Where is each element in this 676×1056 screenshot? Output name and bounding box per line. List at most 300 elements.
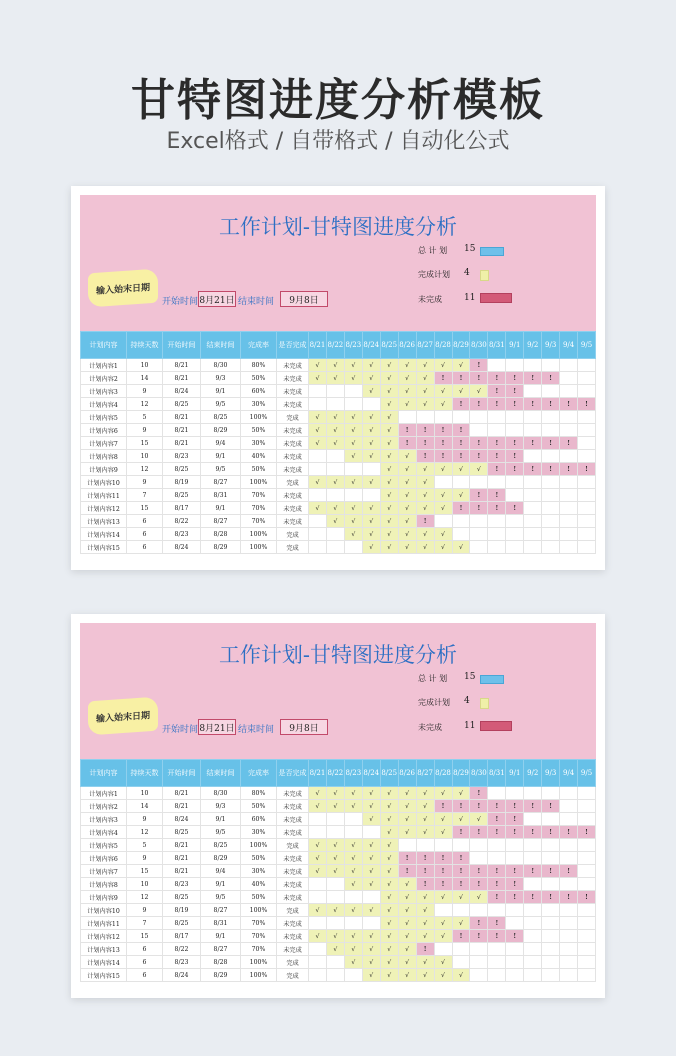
gantt-done-cell[interactable]: √ bbox=[362, 787, 380, 800]
gantt-empty-cell[interactable] bbox=[560, 359, 578, 372]
gantt-late-cell[interactable]: ! bbox=[398, 424, 416, 437]
gantt-empty-cell[interactable] bbox=[542, 541, 560, 554]
cell-days[interactable]: 12 bbox=[127, 398, 163, 411]
gantt-done-cell[interactable]: √ bbox=[326, 476, 344, 489]
gantt-empty-cell[interactable] bbox=[578, 878, 596, 891]
gantt-empty-cell[interactable] bbox=[506, 787, 524, 800]
gantt-late-cell[interactable]: ! bbox=[578, 463, 596, 476]
gantt-done-cell[interactable]: √ bbox=[398, 385, 416, 398]
cell-status[interactable]: 未完成 bbox=[277, 826, 309, 839]
gantt-empty-cell[interactable] bbox=[488, 943, 506, 956]
gantt-empty-cell[interactable] bbox=[560, 489, 578, 502]
gantt-empty-cell[interactable] bbox=[524, 930, 542, 943]
cell-end[interactable]: 8/27 bbox=[201, 943, 241, 956]
gantt-empty-cell[interactable] bbox=[560, 969, 578, 982]
gantt-empty-cell[interactable] bbox=[542, 943, 560, 956]
gantt-late-cell[interactable]: ! bbox=[470, 502, 488, 515]
gantt-empty-cell[interactable] bbox=[344, 826, 362, 839]
cell-days[interactable]: 9 bbox=[127, 424, 163, 437]
gantt-late-cell[interactable]: ! bbox=[560, 891, 578, 904]
cell-days[interactable]: 6 bbox=[127, 956, 163, 969]
gantt-done-cell[interactable]: √ bbox=[434, 398, 452, 411]
gantt-done-cell[interactable]: √ bbox=[326, 359, 344, 372]
cell-name[interactable]: 计划内容9 bbox=[81, 891, 127, 904]
table-row[interactable] bbox=[81, 813, 596, 826]
gantt-done-cell[interactable]: √ bbox=[344, 424, 362, 437]
gantt-empty-cell[interactable] bbox=[578, 541, 596, 554]
cell-days[interactable]: 6 bbox=[127, 528, 163, 541]
cell-rate[interactable]: 100% bbox=[241, 956, 277, 969]
gantt-done-cell[interactable]: √ bbox=[362, 528, 380, 541]
cell-rate[interactable]: 50% bbox=[241, 463, 277, 476]
gantt-late-cell[interactable]: ! bbox=[542, 463, 560, 476]
gantt-late-cell[interactable]: ! bbox=[560, 398, 578, 411]
gantt-late-cell[interactable]: ! bbox=[470, 398, 488, 411]
cell-start[interactable]: 8/21 bbox=[163, 359, 201, 372]
gantt-done-cell[interactable]: √ bbox=[398, 956, 416, 969]
cell-rate[interactable]: 40% bbox=[241, 878, 277, 891]
gantt-done-cell[interactable]: √ bbox=[398, 398, 416, 411]
gantt-done-cell[interactable]: √ bbox=[434, 956, 452, 969]
cell-rate[interactable]: 30% bbox=[241, 826, 277, 839]
cell-days[interactable]: 14 bbox=[127, 372, 163, 385]
gantt-empty-cell[interactable] bbox=[542, 813, 560, 826]
cell-status[interactable]: 未完成 bbox=[277, 359, 309, 372]
gantt-done-cell[interactable]: √ bbox=[380, 463, 398, 476]
gantt-done-cell[interactable]: √ bbox=[416, 476, 434, 489]
cell-status[interactable]: 未完成 bbox=[277, 943, 309, 956]
gantt-empty-cell[interactable] bbox=[524, 839, 542, 852]
gantt-empty-cell[interactable] bbox=[309, 956, 327, 969]
gantt-done-cell[interactable]: √ bbox=[344, 528, 362, 541]
cell-name[interactable]: 计划内容12 bbox=[81, 930, 127, 943]
gantt-done-cell[interactable]: √ bbox=[416, 956, 434, 969]
gantt-done-cell[interactable]: √ bbox=[309, 476, 327, 489]
gantt-empty-cell[interactable] bbox=[560, 878, 578, 891]
gantt-empty-cell[interactable] bbox=[578, 865, 596, 878]
gantt-done-cell[interactable]: √ bbox=[326, 865, 344, 878]
gantt-empty-cell[interactable] bbox=[542, 502, 560, 515]
cell-end[interactable]: 8/29 bbox=[201, 424, 241, 437]
cell-name[interactable]: 计划内容10 bbox=[81, 476, 127, 489]
gantt-empty-cell[interactable] bbox=[434, 411, 452, 424]
gantt-done-cell[interactable]: √ bbox=[380, 502, 398, 515]
gantt-done-cell[interactable]: √ bbox=[380, 878, 398, 891]
gantt-empty-cell[interactable] bbox=[488, 956, 506, 969]
gantt-empty-cell[interactable] bbox=[578, 515, 596, 528]
gantt-empty-cell[interactable] bbox=[326, 878, 344, 891]
gantt-done-cell[interactable]: √ bbox=[380, 437, 398, 450]
gantt-done-cell[interactable]: √ bbox=[309, 800, 327, 813]
gantt-empty-cell[interactable] bbox=[309, 398, 327, 411]
gantt-done-cell[interactable]: √ bbox=[344, 372, 362, 385]
gantt-late-cell[interactable]: ! bbox=[470, 917, 488, 930]
cell-start[interactable]: 8/23 bbox=[163, 450, 201, 463]
gantt-done-cell[interactable]: √ bbox=[398, 476, 416, 489]
cell-name[interactable]: 计划内容5 bbox=[81, 411, 127, 424]
cell-end[interactable]: 8/29 bbox=[201, 541, 241, 554]
gantt-done-cell[interactable]: √ bbox=[434, 930, 452, 943]
gantt-done-cell[interactable]: √ bbox=[326, 424, 344, 437]
cell-name[interactable]: 计划内容4 bbox=[81, 826, 127, 839]
gantt-done-cell[interactable]: √ bbox=[362, 943, 380, 956]
gantt-empty-cell[interactable] bbox=[452, 839, 470, 852]
gantt-empty-cell[interactable] bbox=[309, 385, 327, 398]
start-date-field[interactable]: 8月21日 bbox=[198, 291, 236, 307]
gantt-done-cell[interactable]: √ bbox=[380, 541, 398, 554]
gantt-empty-cell[interactable] bbox=[578, 385, 596, 398]
cell-status[interactable]: 未完成 bbox=[277, 372, 309, 385]
gantt-empty-cell[interactable] bbox=[524, 917, 542, 930]
gantt-done-cell[interactable]: √ bbox=[362, 852, 380, 865]
start-date-field[interactable]: 8月21日 bbox=[198, 719, 236, 735]
gantt-done-cell[interactable]: √ bbox=[434, 787, 452, 800]
gantt-empty-cell[interactable] bbox=[309, 891, 327, 904]
gantt-done-cell[interactable]: √ bbox=[380, 411, 398, 424]
cell-name[interactable]: 计划内容14 bbox=[81, 528, 127, 541]
gantt-empty-cell[interactable] bbox=[560, 839, 578, 852]
gantt-empty-cell[interactable] bbox=[542, 839, 560, 852]
gantt-empty-cell[interactable] bbox=[344, 398, 362, 411]
gantt-late-cell[interactable]: ! bbox=[434, 424, 452, 437]
gantt-done-cell[interactable]: √ bbox=[362, 930, 380, 943]
cell-start[interactable]: 8/21 bbox=[163, 800, 201, 813]
gantt-done-cell[interactable]: √ bbox=[344, 839, 362, 852]
table-row[interactable] bbox=[81, 502, 596, 515]
gantt-empty-cell[interactable] bbox=[506, 969, 524, 982]
gantt-done-cell[interactable]: √ bbox=[416, 385, 434, 398]
gantt-empty-cell[interactable] bbox=[560, 787, 578, 800]
gantt-empty-cell[interactable] bbox=[488, 904, 506, 917]
gantt-empty-cell[interactable] bbox=[560, 372, 578, 385]
cell-status[interactable]: 未完成 bbox=[277, 424, 309, 437]
gantt-empty-cell[interactable] bbox=[470, 839, 488, 852]
cell-days[interactable]: 6 bbox=[127, 969, 163, 982]
gantt-done-cell[interactable]: √ bbox=[416, 502, 434, 515]
cell-name[interactable]: 计划内容7 bbox=[81, 437, 127, 450]
gantt-empty-cell[interactable] bbox=[578, 411, 596, 424]
gantt-empty-cell[interactable] bbox=[506, 476, 524, 489]
gantt-empty-cell[interactable] bbox=[326, 969, 344, 982]
gantt-done-cell[interactable]: √ bbox=[452, 541, 470, 554]
gantt-done-cell[interactable]: √ bbox=[398, 787, 416, 800]
table-row[interactable] bbox=[81, 398, 596, 411]
gantt-empty-cell[interactable] bbox=[362, 463, 380, 476]
gantt-late-cell[interactable]: ! bbox=[524, 800, 542, 813]
gantt-done-cell[interactable]: √ bbox=[452, 463, 470, 476]
gantt-empty-cell[interactable] bbox=[488, 476, 506, 489]
cell-days[interactable]: 10 bbox=[127, 787, 163, 800]
gantt-done-cell[interactable]: √ bbox=[326, 372, 344, 385]
cell-end[interactable]: 9/1 bbox=[201, 450, 241, 463]
gantt-empty-cell[interactable] bbox=[560, 943, 578, 956]
gantt-empty-cell[interactable] bbox=[326, 956, 344, 969]
gantt-late-cell[interactable]: ! bbox=[470, 372, 488, 385]
gantt-done-cell[interactable]: √ bbox=[416, 904, 434, 917]
gantt-done-cell[interactable]: √ bbox=[416, 917, 434, 930]
gantt-empty-cell[interactable] bbox=[560, 502, 578, 515]
table-row[interactable] bbox=[81, 385, 596, 398]
gantt-done-cell[interactable]: √ bbox=[362, 541, 380, 554]
table-row[interactable] bbox=[81, 787, 596, 800]
gantt-empty-cell[interactable] bbox=[416, 411, 434, 424]
gantt-late-cell[interactable]: ! bbox=[506, 450, 524, 463]
gantt-empty-cell[interactable] bbox=[578, 852, 596, 865]
gantt-empty-cell[interactable] bbox=[470, 411, 488, 424]
gantt-done-cell[interactable]: √ bbox=[344, 450, 362, 463]
cell-status[interactable]: 未完成 bbox=[277, 489, 309, 502]
gantt-empty-cell[interactable] bbox=[488, 515, 506, 528]
gantt-done-cell[interactable]: √ bbox=[398, 502, 416, 515]
gantt-empty-cell[interactable] bbox=[560, 813, 578, 826]
gantt-done-cell[interactable]: √ bbox=[380, 398, 398, 411]
cell-status[interactable]: 未完成 bbox=[277, 917, 309, 930]
gantt-empty-cell[interactable] bbox=[470, 969, 488, 982]
gantt-done-cell[interactable]: √ bbox=[380, 826, 398, 839]
cell-status[interactable]: 未完成 bbox=[277, 800, 309, 813]
gantt-done-cell[interactable]: √ bbox=[380, 359, 398, 372]
cell-start[interactable]: 8/21 bbox=[163, 372, 201, 385]
gantt-empty-cell[interactable] bbox=[362, 891, 380, 904]
gantt-empty-cell[interactable] bbox=[309, 528, 327, 541]
cell-rate[interactable]: 70% bbox=[241, 515, 277, 528]
gantt-empty-cell[interactable] bbox=[362, 917, 380, 930]
cell-rate[interactable]: 100% bbox=[241, 528, 277, 541]
cell-end[interactable]: 8/31 bbox=[201, 917, 241, 930]
gantt-done-cell[interactable]: √ bbox=[326, 839, 344, 852]
gantt-done-cell[interactable]: √ bbox=[416, 826, 434, 839]
gantt-done-cell[interactable]: √ bbox=[344, 930, 362, 943]
gantt-empty-cell[interactable] bbox=[488, 411, 506, 424]
cell-days[interactable]: 7 bbox=[127, 489, 163, 502]
gantt-done-cell[interactable]: √ bbox=[380, 372, 398, 385]
gantt-late-cell[interactable]: ! bbox=[578, 891, 596, 904]
gantt-late-cell[interactable]: ! bbox=[452, 878, 470, 891]
gantt-empty-cell[interactable] bbox=[452, 528, 470, 541]
gantt-done-cell[interactable]: √ bbox=[398, 969, 416, 982]
gantt-late-cell[interactable]: ! bbox=[470, 800, 488, 813]
gantt-done-cell[interactable]: √ bbox=[416, 489, 434, 502]
gantt-empty-cell[interactable] bbox=[578, 450, 596, 463]
gantt-done-cell[interactable]: √ bbox=[398, 528, 416, 541]
gantt-empty-cell[interactable] bbox=[506, 852, 524, 865]
table-row[interactable] bbox=[81, 956, 596, 969]
gantt-late-cell[interactable]: ! bbox=[488, 878, 506, 891]
gantt-empty-cell[interactable] bbox=[488, 839, 506, 852]
gantt-empty-cell[interactable] bbox=[488, 359, 506, 372]
gantt-empty-cell[interactable] bbox=[560, 904, 578, 917]
cell-status[interactable]: 未完成 bbox=[277, 502, 309, 515]
gantt-done-cell[interactable]: √ bbox=[398, 489, 416, 502]
cell-end[interactable]: 8/27 bbox=[201, 904, 241, 917]
gantt-empty-cell[interactable] bbox=[470, 956, 488, 969]
gantt-empty-cell[interactable] bbox=[309, 515, 327, 528]
gantt-empty-cell[interactable] bbox=[470, 528, 488, 541]
table-row[interactable] bbox=[81, 943, 596, 956]
gantt-late-cell[interactable]: ! bbox=[452, 437, 470, 450]
gantt-empty-cell[interactable] bbox=[488, 787, 506, 800]
cell-start[interactable]: 8/24 bbox=[163, 969, 201, 982]
gantt-done-cell[interactable]: √ bbox=[362, 878, 380, 891]
gantt-late-cell[interactable]: ! bbox=[542, 826, 560, 839]
gantt-done-cell[interactable]: √ bbox=[309, 930, 327, 943]
cell-rate[interactable]: 50% bbox=[241, 424, 277, 437]
cell-days[interactable]: 6 bbox=[127, 541, 163, 554]
gantt-empty-cell[interactable] bbox=[542, 359, 560, 372]
gantt-empty-cell[interactable] bbox=[416, 839, 434, 852]
gantt-done-cell[interactable]: √ bbox=[398, 917, 416, 930]
cell-start[interactable]: 8/21 bbox=[163, 437, 201, 450]
gantt-done-cell[interactable]: √ bbox=[380, 489, 398, 502]
gantt-empty-cell[interactable] bbox=[542, 904, 560, 917]
table-row[interactable] bbox=[81, 450, 596, 463]
cell-end[interactable]: 9/5 bbox=[201, 826, 241, 839]
gantt-empty-cell[interactable] bbox=[524, 956, 542, 969]
gantt-empty-cell[interactable] bbox=[470, 424, 488, 437]
gantt-empty-cell[interactable] bbox=[578, 917, 596, 930]
cell-start[interactable]: 8/21 bbox=[163, 839, 201, 852]
gantt-late-cell[interactable]: ! bbox=[416, 852, 434, 865]
gantt-empty-cell[interactable] bbox=[542, 424, 560, 437]
gantt-empty-cell[interactable] bbox=[524, 411, 542, 424]
gantt-done-cell[interactable]: √ bbox=[326, 904, 344, 917]
cell-days[interactable]: 15 bbox=[127, 930, 163, 943]
gantt-done-cell[interactable]: √ bbox=[380, 852, 398, 865]
cell-end[interactable]: 8/29 bbox=[201, 969, 241, 982]
gantt-done-cell[interactable]: √ bbox=[398, 450, 416, 463]
gantt-done-cell[interactable]: √ bbox=[362, 800, 380, 813]
gantt-late-cell[interactable]: ! bbox=[506, 437, 524, 450]
cell-rate[interactable]: 30% bbox=[241, 437, 277, 450]
gantt-late-cell[interactable]: ! bbox=[542, 372, 560, 385]
cell-end[interactable]: 9/1 bbox=[201, 930, 241, 943]
gantt-empty-cell[interactable] bbox=[326, 489, 344, 502]
gantt-done-cell[interactable]: √ bbox=[416, 891, 434, 904]
gantt-empty-cell[interactable] bbox=[506, 515, 524, 528]
gantt-late-cell[interactable]: ! bbox=[470, 826, 488, 839]
gantt-done-cell[interactable]: √ bbox=[416, 969, 434, 982]
gantt-done-cell[interactable]: √ bbox=[326, 515, 344, 528]
cell-days[interactable]: 10 bbox=[127, 450, 163, 463]
gantt-done-cell[interactable]: √ bbox=[380, 787, 398, 800]
cell-name[interactable]: 计划内容12 bbox=[81, 502, 127, 515]
cell-status[interactable]: 未完成 bbox=[277, 437, 309, 450]
gantt-done-cell[interactable]: √ bbox=[398, 541, 416, 554]
cell-end[interactable]: 9/4 bbox=[201, 437, 241, 450]
gantt-late-cell[interactable]: ! bbox=[488, 450, 506, 463]
gantt-empty-cell[interactable] bbox=[326, 826, 344, 839]
gantt-late-cell[interactable]: ! bbox=[452, 852, 470, 865]
gantt-empty-cell[interactable] bbox=[542, 787, 560, 800]
gantt-empty-cell[interactable] bbox=[524, 385, 542, 398]
gantt-empty-cell[interactable] bbox=[344, 917, 362, 930]
cell-days[interactable]: 6 bbox=[127, 515, 163, 528]
cell-name[interactable]: 计划内容13 bbox=[81, 943, 127, 956]
gantt-late-cell[interactable]: ! bbox=[506, 826, 524, 839]
cell-end[interactable]: 8/28 bbox=[201, 956, 241, 969]
gantt-late-cell[interactable]: ! bbox=[488, 930, 506, 943]
gantt-done-cell[interactable]: √ bbox=[309, 839, 327, 852]
gantt-empty-cell[interactable] bbox=[524, 502, 542, 515]
gantt-done-cell[interactable]: √ bbox=[452, 891, 470, 904]
gantt-done-cell[interactable]: √ bbox=[362, 502, 380, 515]
cell-end[interactable]: 9/4 bbox=[201, 865, 241, 878]
gantt-done-cell[interactable]: √ bbox=[362, 969, 380, 982]
gantt-empty-cell[interactable] bbox=[542, 917, 560, 930]
gantt-late-cell[interactable]: ! bbox=[416, 424, 434, 437]
gantt-empty-cell[interactable] bbox=[542, 515, 560, 528]
gantt-done-cell[interactable]: √ bbox=[380, 515, 398, 528]
gantt-done-cell[interactable]: √ bbox=[398, 463, 416, 476]
table-row[interactable] bbox=[81, 411, 596, 424]
cell-start[interactable]: 8/24 bbox=[163, 541, 201, 554]
gantt-done-cell[interactable]: √ bbox=[380, 917, 398, 930]
gantt-empty-cell[interactable] bbox=[560, 930, 578, 943]
gantt-empty-cell[interactable] bbox=[542, 411, 560, 424]
cell-end[interactable]: 8/27 bbox=[201, 476, 241, 489]
gantt-empty-cell[interactable] bbox=[578, 904, 596, 917]
cell-days[interactable]: 5 bbox=[127, 839, 163, 852]
cell-start[interactable]: 8/25 bbox=[163, 489, 201, 502]
gantt-empty-cell[interactable] bbox=[434, 515, 452, 528]
gantt-done-cell[interactable]: √ bbox=[309, 437, 327, 450]
gantt-done-cell[interactable]: √ bbox=[309, 904, 327, 917]
gantt-late-cell[interactable]: ! bbox=[506, 398, 524, 411]
gantt-done-cell[interactable]: √ bbox=[326, 437, 344, 450]
gantt-done-cell[interactable]: √ bbox=[398, 359, 416, 372]
gantt-late-cell[interactable]: ! bbox=[488, 800, 506, 813]
cell-days[interactable]: 10 bbox=[127, 359, 163, 372]
gantt-late-cell[interactable]: ! bbox=[488, 813, 506, 826]
gantt-done-cell[interactable]: √ bbox=[434, 541, 452, 554]
gantt-done-cell[interactable]: √ bbox=[434, 891, 452, 904]
gantt-late-cell[interactable]: ! bbox=[452, 502, 470, 515]
gantt-done-cell[interactable]: √ bbox=[380, 385, 398, 398]
cell-status[interactable]: 未完成 bbox=[277, 450, 309, 463]
gantt-done-cell[interactable]: √ bbox=[380, 891, 398, 904]
gantt-late-cell[interactable]: ! bbox=[488, 891, 506, 904]
gantt-late-cell[interactable]: ! bbox=[506, 813, 524, 826]
cell-days[interactable]: 9 bbox=[127, 813, 163, 826]
gantt-late-cell[interactable]: ! bbox=[524, 865, 542, 878]
cell-rate[interactable]: 60% bbox=[241, 813, 277, 826]
cell-status[interactable]: 未完成 bbox=[277, 930, 309, 943]
cell-status[interactable]: 未完成 bbox=[277, 463, 309, 476]
gantt-done-cell[interactable]: √ bbox=[398, 813, 416, 826]
gantt-done-cell[interactable]: √ bbox=[416, 398, 434, 411]
gantt-done-cell[interactable]: √ bbox=[470, 463, 488, 476]
cell-status[interactable]: 未完成 bbox=[277, 398, 309, 411]
cell-rate[interactable]: 100% bbox=[241, 904, 277, 917]
table-row[interactable] bbox=[81, 372, 596, 385]
gantt-done-cell[interactable]: √ bbox=[309, 852, 327, 865]
cell-rate[interactable]: 50% bbox=[241, 372, 277, 385]
gantt-late-cell[interactable]: ! bbox=[452, 800, 470, 813]
gantt-empty-cell[interactable] bbox=[524, 943, 542, 956]
table-row[interactable] bbox=[81, 878, 596, 891]
gantt-late-cell[interactable]: ! bbox=[488, 489, 506, 502]
cell-name[interactable]: 计划内容2 bbox=[81, 800, 127, 813]
cell-status[interactable]: 未完成 bbox=[277, 891, 309, 904]
cell-rate[interactable]: 30% bbox=[241, 398, 277, 411]
cell-status[interactable]: 完成 bbox=[277, 956, 309, 969]
gantt-late-cell[interactable]: ! bbox=[470, 450, 488, 463]
gantt-empty-cell[interactable] bbox=[506, 541, 524, 554]
cell-start[interactable]: 8/21 bbox=[163, 865, 201, 878]
cell-days[interactable]: 7 bbox=[127, 917, 163, 930]
gantt-empty-cell[interactable] bbox=[470, 476, 488, 489]
gantt-late-cell[interactable]: ! bbox=[398, 437, 416, 450]
